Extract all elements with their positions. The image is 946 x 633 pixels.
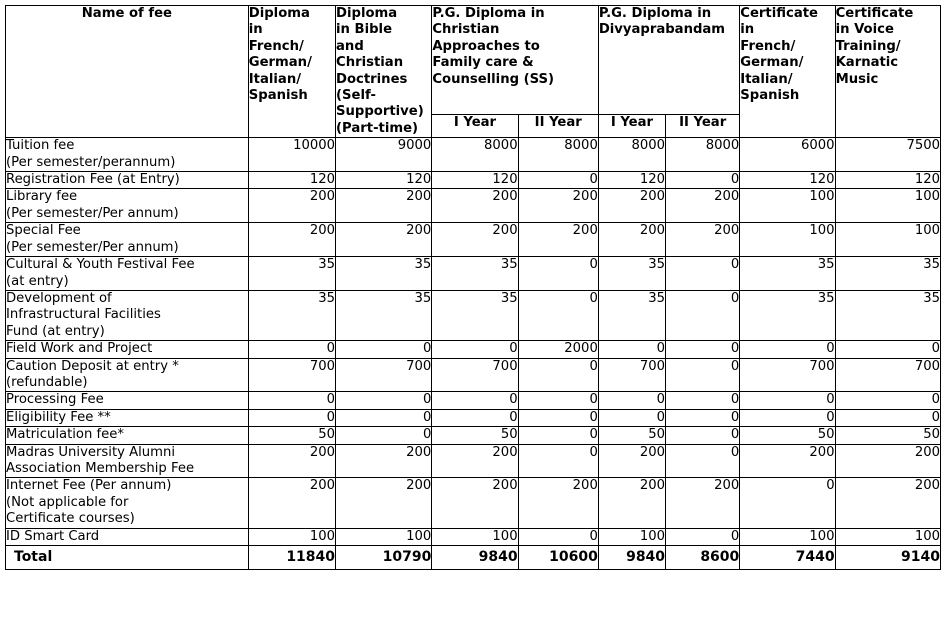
fee-amount-cell: 700	[432, 358, 518, 392]
fee-amount-cell: 100	[432, 528, 518, 545]
fee-name-cell	[6, 444, 249, 478]
fee-name-line: Cultural & Youth Festival Fee	[6, 257, 195, 273]
fee-amount-cell: 0	[336, 427, 432, 444]
header-line: Karnatic	[835, 55, 899, 71]
table-row	[6, 392, 941, 409]
fee-amount-cell: 0	[666, 290, 740, 340]
fee-amount-cell: 0	[666, 341, 740, 358]
fee-amount-cell: 0	[666, 409, 740, 426]
fee-name-line: Processing Fee	[6, 392, 104, 408]
fee-amount-cell: 200	[518, 223, 598, 257]
header-diploma-bible	[336, 6, 432, 138]
header-group-pg-christian	[432, 6, 599, 115]
fee-amount-cell: 50	[432, 427, 518, 444]
fee-amount-cell: 200	[336, 478, 432, 528]
fee-amount-cell: 35	[432, 290, 518, 340]
fee-amount-cell: 700	[336, 358, 432, 392]
header-line: Divyaprabandam	[598, 22, 726, 38]
fee-amount-cell: 0	[336, 392, 432, 409]
table-row	[6, 427, 941, 444]
total-amount-cell: 10600	[518, 546, 598, 570]
total-label: Total	[6, 546, 249, 570]
fee-name-line: Registration Fee (at Entry)	[6, 172, 180, 188]
header-row-primary	[6, 6, 941, 115]
fee-amount-cell: 100	[598, 528, 665, 545]
fee-amount-cell: 0	[518, 427, 598, 444]
fee-amount-cell: 0	[835, 392, 940, 409]
fee-amount-cell: 200	[432, 444, 518, 478]
total-row	[6, 546, 941, 570]
fee-amount-cell: 100	[835, 223, 940, 257]
fee-amount-cell: 50	[248, 427, 335, 444]
fee-amount-cell: 0	[518, 409, 598, 426]
header-line: P.G. Diploma in	[598, 6, 712, 21]
table-row	[6, 223, 941, 257]
fee-amount-cell: 100	[248, 528, 335, 545]
header-line: Diploma	[336, 6, 398, 21]
table-row	[6, 138, 941, 172]
header-line: Approaches to	[432, 38, 540, 54]
fee-amount-cell: 100	[740, 223, 835, 257]
fee-name-cell	[6, 358, 249, 392]
fee-name-line: ID Smart Card	[6, 528, 100, 544]
fee-name-line: (at entry)	[6, 273, 69, 289]
fee-amount-cell: 0	[835, 341, 940, 358]
fee-name-line: Development of	[6, 290, 112, 306]
header-certificate-voice	[835, 6, 940, 138]
header-line: Counselling (SS)	[432, 71, 555, 87]
fee-amount-cell: 120	[432, 172, 518, 189]
fee-amount-cell: 8000	[598, 138, 665, 172]
header-line: Family care &	[432, 55, 534, 71]
fee-amount-cell: 0	[666, 257, 740, 291]
header-certificate-french	[740, 6, 835, 138]
fee-amount-cell: 100	[835, 189, 940, 223]
header-name-of-fee	[6, 6, 249, 138]
fee-name-line: (Per semester/Per annum)	[6, 205, 179, 221]
fee-amount-cell: 10000	[248, 138, 335, 172]
fee-amount-cell: 35	[336, 257, 432, 291]
fee-amount-cell: 35	[598, 290, 665, 340]
fee-amount-cell: 35	[432, 257, 518, 291]
total-amount-cell: 11840	[248, 546, 335, 570]
fee-name-line: Special Fee	[6, 223, 81, 239]
fee-amount-cell: 0	[518, 172, 598, 189]
header-line: Music	[835, 71, 879, 87]
fee-name-line: (Per semester/perannum)	[6, 154, 176, 170]
fee-amount-cell: 0	[248, 341, 335, 358]
fee-amount-cell: 200	[432, 189, 518, 223]
fee-name-cell	[6, 257, 249, 291]
fee-name-line: Caution Deposit at entry *	[6, 358, 179, 374]
fee-amount-cell: 35	[835, 257, 940, 291]
header-pg-divya-year1: I Year	[598, 115, 665, 138]
fee-amount-cell: 6000	[740, 138, 835, 172]
fee-amount-cell: 200	[336, 444, 432, 478]
fee-amount-cell: 0	[740, 392, 835, 409]
fee-amount-cell: 200	[336, 189, 432, 223]
fee-amount-cell: 0	[518, 290, 598, 340]
fee-amount-cell: 120	[336, 172, 432, 189]
header-pg-divya-year2: II Year	[666, 115, 740, 138]
fee-amount-cell: 200	[518, 478, 598, 528]
fee-amount-cell: 200	[835, 444, 940, 478]
total-amount-cell: 9840	[598, 546, 665, 570]
fee-amount-cell: 200	[432, 478, 518, 528]
fee-amount-cell: 700	[835, 358, 940, 392]
fee-amount-cell: 0	[666, 427, 740, 444]
fee-amount-cell: 0	[666, 172, 740, 189]
fee-name-cell	[6, 528, 249, 545]
header-line: in	[248, 22, 263, 38]
fee-amount-cell: 0	[248, 409, 335, 426]
fee-name-line: Library fee	[6, 189, 78, 205]
header-line: (Part-time)	[336, 120, 419, 136]
fee-amount-cell: 0	[248, 392, 335, 409]
fee-amount-cell: 200	[598, 189, 665, 223]
fee-amount-cell: 50	[740, 427, 835, 444]
fee-name-cell	[6, 409, 249, 426]
fee-name-line: Fund (at entry)	[6, 323, 105, 339]
fee-amount-cell: 0	[598, 392, 665, 409]
fee-amount-cell: 35	[248, 290, 335, 340]
header-line: Certificate	[740, 6, 818, 21]
fee-amount-cell: 0	[518, 528, 598, 545]
header-line: in Bible	[336, 22, 393, 38]
table-row	[6, 528, 941, 545]
fee-amount-cell: 50	[835, 427, 940, 444]
table-row	[6, 341, 941, 358]
fee-amount-cell: 0	[835, 409, 940, 426]
fee-name-line: Internet Fee (Per annum)	[6, 478, 172, 494]
fee-name-cell	[6, 427, 249, 444]
header-line: French/	[248, 38, 304, 54]
total-amount-cell: 9140	[835, 546, 940, 570]
fee-amount-cell: 200	[666, 478, 740, 528]
fee-amount-cell: 700	[598, 358, 665, 392]
fee-amount-cell: 2000	[518, 341, 598, 358]
fee-amount-cell: 35	[336, 290, 432, 340]
fee-amount-cell: 7500	[835, 138, 940, 172]
fee-amount-cell: 9000	[336, 138, 432, 172]
header-line: Spanish	[740, 88, 800, 104]
table-header	[6, 6, 941, 138]
fee-amount-cell: 120	[248, 172, 335, 189]
fee-amount-cell: 35	[740, 257, 835, 291]
total-amount-cell: 7440	[740, 546, 835, 570]
table-row	[6, 409, 941, 426]
fee-amount-cell: 35	[598, 257, 665, 291]
fee-table-container	[5, 5, 941, 570]
fee-amount-cell: 200	[598, 444, 665, 478]
header-line: German/	[740, 55, 804, 71]
fee-amount-cell: 35	[248, 257, 335, 291]
header-line: Supportive)	[336, 104, 424, 120]
fee-amount-cell: 8000	[666, 138, 740, 172]
fee-amount-cell: 200	[248, 189, 335, 223]
fee-name-line: Association Membership Fee	[6, 460, 195, 476]
fee-name-line: (Not applicable for	[6, 494, 129, 510]
header-line: French/	[740, 38, 796, 54]
fee-amount-cell: 200	[336, 223, 432, 257]
header-line: and	[336, 38, 364, 54]
fee-name-line: Certificate courses)	[6, 511, 135, 527]
fee-name-cell	[6, 341, 249, 358]
fee-amount-cell: 0	[518, 392, 598, 409]
header-line: Diploma	[248, 6, 310, 21]
fee-name-line: Eligibility Fee **	[6, 409, 111, 425]
fee-name-line: Matriculation fee*	[6, 427, 124, 443]
total-amount-cell: 8600	[666, 546, 740, 570]
fee-amount-cell: 0	[432, 341, 518, 358]
header-name-of-fee-label: Name of fee	[81, 6, 172, 21]
header-line: German/	[248, 55, 312, 71]
fee-amount-cell: 120	[740, 172, 835, 189]
header-line: P.G. Diploma in	[432, 6, 545, 21]
fee-amount-cell: 0	[598, 409, 665, 426]
fee-amount-cell: 8000	[518, 138, 598, 172]
fee-name-cell	[6, 392, 249, 409]
fee-amount-cell: 0	[666, 528, 740, 545]
header-line: Spanish	[248, 88, 308, 104]
fee-amount-cell: 200	[248, 478, 335, 528]
fee-name-line: Infrastructural Facilities	[6, 307, 161, 323]
fee-amount-cell: 120	[835, 172, 940, 189]
fee-amount-cell: 0	[432, 392, 518, 409]
fee-amount-cell: 200	[666, 223, 740, 257]
fee-amount-cell: 200	[598, 223, 665, 257]
fee-amount-cell: 50	[598, 427, 665, 444]
table-row	[6, 478, 941, 528]
header-line: Christian	[336, 55, 404, 71]
fee-amount-cell: 100	[740, 189, 835, 223]
fee-amount-cell: 200	[666, 189, 740, 223]
fee-amount-cell: 0	[518, 257, 598, 291]
fee-amount-cell: 200	[740, 444, 835, 478]
header-line: Italian/	[248, 71, 302, 87]
fee-amount-cell: 120	[598, 172, 665, 189]
header-line: Certificate	[835, 6, 914, 21]
fee-name-cell	[6, 478, 249, 528]
fee-amount-cell: 200	[248, 223, 335, 257]
fee-name-cell	[6, 290, 249, 340]
fee-amount-cell: 700	[740, 358, 835, 392]
header-line: Christian	[432, 22, 500, 38]
header-pg-christian-year2: II Year	[518, 115, 598, 138]
header-diploma-french	[248, 6, 335, 138]
fee-amount-cell: 200	[835, 478, 940, 528]
table-body	[6, 138, 941, 570]
fee-name-cell	[6, 223, 249, 257]
fee-amount-cell: 0	[740, 478, 835, 528]
fee-name-line: (Per semester/Per annum)	[6, 239, 179, 255]
header-line: Italian/	[740, 71, 793, 87]
fee-name-line: (refundable)	[6, 374, 88, 390]
fee-amount-cell: 0	[666, 392, 740, 409]
fee-amount-cell: 0	[518, 444, 598, 478]
total-amount-cell: 10790	[336, 546, 432, 570]
fee-amount-cell: 0	[598, 341, 665, 358]
course-fee-table	[5, 5, 941, 570]
table-row	[6, 257, 941, 291]
table-row	[6, 444, 941, 478]
table-row	[6, 290, 941, 340]
fee-amount-cell: 100	[336, 528, 432, 545]
header-line: Training/	[835, 38, 901, 54]
fee-amount-cell: 100	[740, 528, 835, 545]
header-pg-christian-year1: I Year	[432, 115, 518, 138]
fee-name-cell	[6, 172, 249, 189]
fee-amount-cell: 35	[835, 290, 940, 340]
fee-amount-cell: 200	[248, 444, 335, 478]
fee-name-line: Tuition fee	[6, 138, 75, 154]
fee-amount-cell: 0	[336, 409, 432, 426]
table-row	[6, 172, 941, 189]
fee-name-line: Field Work and Project	[6, 341, 153, 357]
fee-amount-cell: 200	[518, 189, 598, 223]
fee-amount-cell: 0	[666, 444, 740, 478]
header-line: Doctrines	[336, 71, 408, 87]
fee-amount-cell: 8000	[432, 138, 518, 172]
table-row	[6, 189, 941, 223]
header-line: (Self-	[336, 88, 376, 104]
fee-amount-cell: 100	[835, 528, 940, 545]
header-line: in	[740, 22, 755, 38]
fee-amount-cell: 0	[740, 341, 835, 358]
fee-name-cell	[6, 189, 249, 223]
fee-amount-cell: 700	[248, 358, 335, 392]
fee-amount-cell: 0	[740, 409, 835, 426]
table-row	[6, 358, 941, 392]
fee-amount-cell: 200	[598, 478, 665, 528]
header-group-pg-divyaprabandam	[598, 6, 739, 115]
fee-amount-cell: 35	[740, 290, 835, 340]
header-line: in Voice	[835, 22, 894, 38]
fee-amount-cell: 0	[518, 358, 598, 392]
fee-amount-cell: 0	[432, 409, 518, 426]
fee-amount-cell: 0	[666, 358, 740, 392]
total-amount-cell: 9840	[432, 546, 518, 570]
fee-amount-cell: 200	[432, 223, 518, 257]
fee-amount-cell: 0	[336, 341, 432, 358]
fee-name-cell	[6, 138, 249, 172]
fee-name-line: Madras University Alumni	[6, 444, 176, 460]
